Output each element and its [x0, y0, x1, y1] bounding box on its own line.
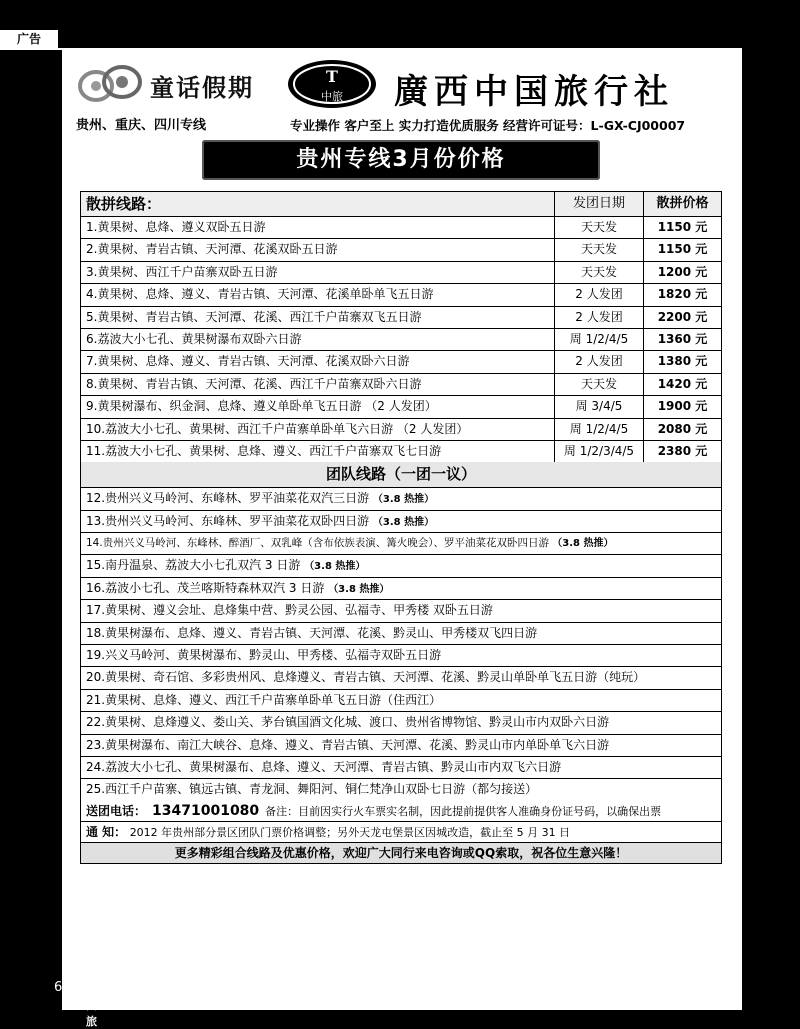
ad-tag-underline [0, 48, 62, 50]
departure-date: 周 1/2/3/4/5 [555, 441, 644, 462]
notice-row [81, 822, 721, 843]
table-row [81, 600, 721, 622]
table-row [81, 488, 721, 510]
group-route-name: 20.黄果树、奇石馆、多彩贵州风、息烽遵义、青岩古镇、天河潭、花溪、黔灵山单卧单飞五日游（纯玩） [86, 670, 646, 685]
hot-badge: （3.8 热推） [304, 561, 366, 573]
hot-badge: （3.8 热推） [372, 494, 435, 506]
qq: 计调 Q：1935315871、1136383076、1452370378、1277650922 [86, 936, 524, 951]
route-name: 7.黄果树、息烽、遵义、青岩古镇、天河潭、花溪双卧六日游 [81, 351, 555, 372]
page-title: 贵州专线3月份价格 [202, 140, 600, 180]
slogan: 专业操作 客户至上 实力打造优质服务 经营许可证号：L-GX-CJ00007 [290, 118, 686, 133]
svg-text:T: T [326, 67, 338, 86]
group-route-name: 18.黄果树瀑布、息烽、遵义、青岩古镇、天河潭、花溪、黔灵山、甲秀楼双飞四日游 [86, 625, 538, 640]
date-header: 发团日期 [555, 192, 644, 216]
manager: 负责人：林开晓 [622, 936, 710, 951]
fairy-tale-holiday-logo [76, 62, 266, 112]
table-row [81, 757, 721, 779]
promo-banner: 更多精彩组合线路及优惠价格，欢迎广大同行来电咨询或QQ索取，祝各位生意兴隆！ [81, 843, 721, 863]
route-name: 3.黄果树、西江千户苗寨双卧五日游 [81, 262, 555, 283]
table-header [81, 192, 721, 217]
route-name: 2.黄果树、青岩古镇、天河潭、花溪双卧五日游 [81, 239, 555, 260]
route-header: 散拼线路： [81, 192, 555, 216]
route-name: 4.黄果树、息烽、遵义、青岩古镇、天河潭、花溪单卧单飞五日游 [81, 284, 555, 305]
table-row [81, 511, 721, 533]
table-row [81, 329, 721, 351]
group-route-name: 24.荔波大小七孔、黄果树瀑布、息烽、遵义、天河潭、青岩古镇、黔灵山市内双飞六日游 [86, 759, 562, 774]
price-table [80, 191, 722, 864]
table-row [81, 351, 721, 373]
hot-badge: （3.8 热推） [328, 583, 390, 595]
mobile: 手 机：18077028470、13471001080、15878746360 [86, 915, 440, 930]
route-name: 9.黄果树瀑布、织金洞、息烽、遵义单卧单飞五日游 （2 人发团） [81, 396, 555, 417]
departure-date: 周 1/2/4/5 [555, 329, 644, 350]
table-row [81, 239, 721, 261]
table-row [81, 441, 721, 462]
table-row [81, 307, 721, 329]
group-route-name: 25.西江千户苗寨、镇远古镇、青龙洞、舞阳河、铜仁梵净山双卧七日游（都匀接送） [86, 782, 538, 797]
hot-badge: （3.8 热推） [372, 516, 435, 528]
price: 1150 元 [657, 220, 708, 234]
route-name: 1.黄果树、息烽、遵义双卧五日游 [81, 217, 555, 238]
departure-date: 2 人发团 [555, 307, 644, 328]
group-route-name: 14.贵州兴义马岭河、东峰林、醉酒厂、双乳峰（含布依族表演、篝火晚会）、罗平油菜花双卧四日游 [86, 537, 549, 550]
departure-date: 周 3/4/5 [555, 396, 644, 417]
price: 2200 元 [657, 309, 708, 324]
swirl-logo-icon [76, 62, 146, 108]
table-row [81, 623, 721, 645]
website: 欢迎浏览电子版 www.zyoo.net [142, 983, 300, 996]
departure-date: 2 人发团 [555, 284, 644, 305]
price: 1150 元 [657, 242, 708, 257]
agency-name: 廣西中国旅行社 [394, 72, 674, 112]
table-row [81, 690, 721, 712]
group-route-name: 23.黄果树瀑布、南江大峡谷、息烽、遵义、青岩古镇、天河潭、花溪、黔灵山市内单卧单飞六日游 [86, 737, 610, 752]
hot-badge: （3.8 热推） [552, 538, 614, 550]
send-phone-label: 送团电话： [86, 803, 147, 818]
group-route-name: 13.贵州兴义马岭河、东峰林、罗平油菜花双卧四日游 [86, 513, 370, 528]
ad-tag: 广告 [0, 30, 58, 48]
scatter-routes [81, 217, 721, 462]
price: 2080 元 [657, 421, 708, 436]
page-number: 6 [54, 980, 63, 995]
table-row [81, 374, 721, 396]
price: 1380 元 [657, 354, 708, 369]
price: 1900 元 [657, 399, 708, 414]
send-phone-number: 13471001080 [152, 802, 260, 819]
group-route-name: 22.黄果树、息烽遵义、娄山关、茅台镇国酒文化城、渡口、贵州省博物馆、黔灵山市内双卧六日游 [86, 715, 610, 730]
send-phone-remark: 备注：目前因实行火车票实名制，因此提前提供客人准确身份证号码，以确保出票 [265, 804, 662, 818]
price-header: 散拼价格 [656, 196, 709, 211]
price: 2380 元 [657, 443, 708, 458]
route-name: 6.荔波大小七孔、黄果树瀑布双卧六日游 [81, 329, 555, 350]
fax: 传 真：0771-5737101 [412, 894, 555, 909]
tel: 电 话：0771-5770454、0771-5737101 [86, 894, 343, 909]
group-route-name: 15.南丹温泉、荔波大小七孔双汽 3 日游 [86, 558, 301, 573]
group-routes [81, 488, 721, 800]
publication: 广西旅 [86, 983, 97, 1028]
ad-page [62, 48, 742, 1010]
departure-date: 天天发 [555, 217, 644, 238]
departure-date: 天天发 [555, 239, 644, 260]
table-row [81, 667, 721, 689]
table-row [81, 735, 721, 757]
brand-name: 童话假期 [150, 74, 254, 102]
departure-date: 2 人发团 [555, 351, 644, 372]
table-row [81, 262, 721, 284]
table-row [81, 284, 721, 306]
notice-text: 2012 年贵州部分景区团队门票价格调整；另外天龙屯堡景区因城改造，截止至 5 月 31 日 [129, 825, 571, 839]
contact-block [62, 888, 742, 972]
address: 地 址：南宁市民族大道85号南丰大厦二楼南宁一分社11部 [86, 957, 413, 972]
table-row [81, 712, 721, 734]
departure-date: 天天发 [555, 374, 644, 395]
group-route-name: 21.黄果树、息烽、遵义、西江千户苗寨单卧单飞五日游（住西江） [86, 692, 442, 707]
ct-logo-text: 中旅 [321, 90, 343, 103]
table-row [81, 779, 721, 800]
group-route-name: 12.贵州兴义马岭河、东峰林、罗平油菜花双汽三日游 [86, 491, 370, 506]
route-name: 10.荔波大小七孔、黄果树、西江千户苗寨单卧单飞六日游 （2 人发团） [81, 419, 555, 440]
table-row [81, 645, 721, 667]
table-row [81, 555, 721, 577]
table-row [81, 533, 721, 555]
table-row [81, 419, 721, 441]
route-name: 8.黄果树、青岩古镇、天河潭、花溪、西江千户苗寨双卧六日游 [81, 374, 555, 395]
send-phone-row [81, 801, 721, 822]
routes-tagline: 贵州、重庆、四川专线 [76, 118, 207, 133]
group-route-name: 16.荔波小七孔、茂兰喀斯特森林双汽 3 日游 [86, 580, 325, 595]
route-name: 5.黄果树、青岩古镇、天河潭、花溪、西江千户苗寨双飞五日游 [81, 307, 555, 328]
price: 1420 元 [657, 376, 708, 391]
china-travel-logo-icon [286, 58, 378, 110]
price: 1360 元 [657, 331, 708, 346]
departure-date: 天天发 [555, 262, 644, 283]
group-heading: 团队线路（一团一议） [81, 462, 721, 488]
table-row [81, 217, 721, 239]
table-row [81, 578, 721, 600]
notice-label: 通 知： [86, 824, 127, 839]
route-name: 11.荔波大小七孔、黄果树、息烽、遵义、西江千户苗寨双飞七日游 [81, 441, 555, 462]
table-row [81, 396, 721, 418]
price: 1820 元 [657, 287, 708, 302]
group-route-name: 17.黄果树、遵义会址、息烽集中营、黔灵公园、弘福寺、甲秀楼 双卧五日游 [86, 603, 493, 618]
departure-date: 周 1/2/4/5 [555, 419, 644, 440]
header [62, 48, 742, 138]
price: 1200 元 [657, 264, 708, 279]
group-route-name: 19.兴义马岭河、黄果树瀑布、黔灵山、甲秀楼、弘福寺双卧五日游 [86, 648, 442, 663]
